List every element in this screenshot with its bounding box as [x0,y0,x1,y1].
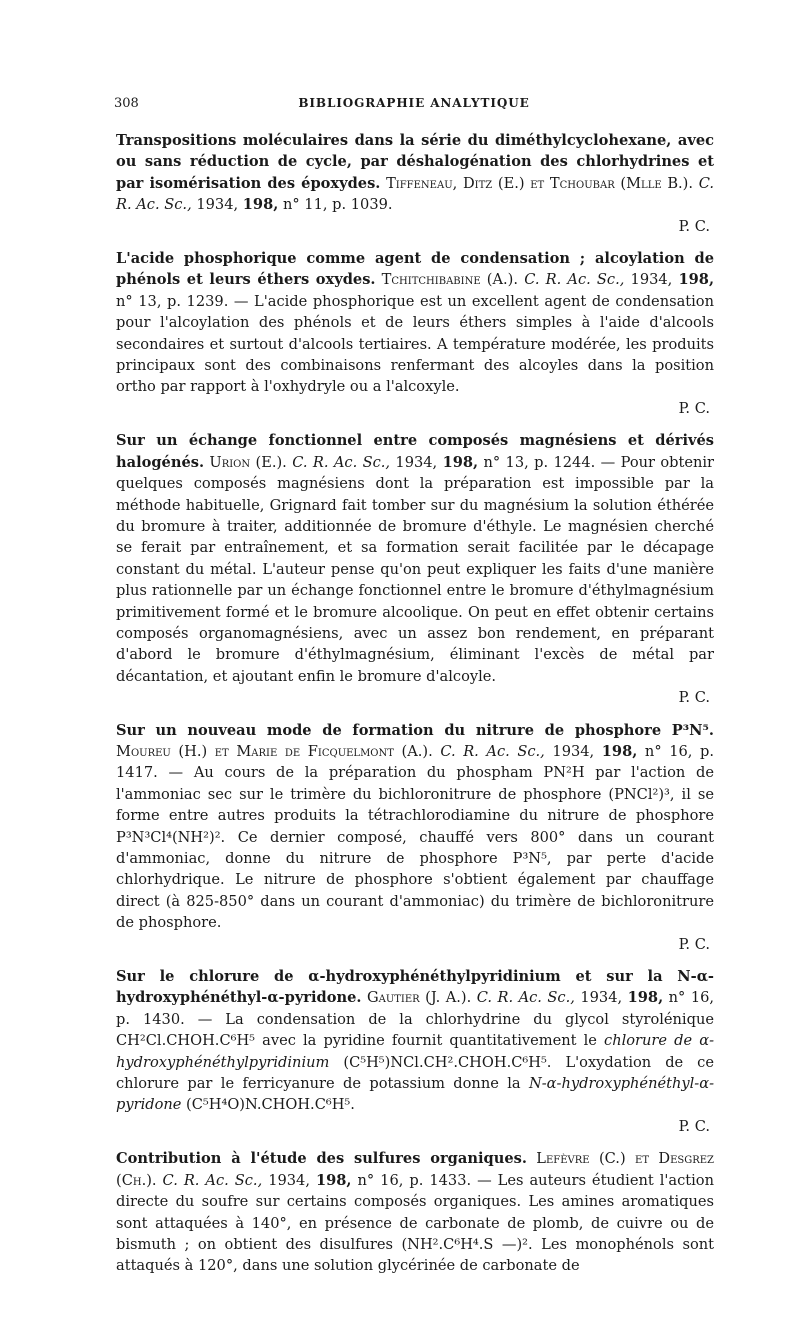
entry-authors: Urion (E.). [209,453,287,471]
entry-title: Sur un échange fonctionnel entre composés magnésiens et dérivés halogénés. [116,432,714,471]
entry-issue-pages: n° 16, p. 1433. [357,1171,472,1189]
entry-abstract: — La condensation de la chlorhydrine du glycol styrolénique CH²Cl.CHOH.C⁶H⁵ avec la pyridine fournit quantitativement le [116,1010,714,1050]
entry-issue-pages: n° 13, p. 1239. [116,292,229,310]
entry-signature: P. C. [678,935,710,953]
entry-issue-pages: n° 16, p. 1430. [116,989,715,1028]
entry-abstract: — Les auteurs étudient l'action directe du soufre sur certains composés organiques. Les amines aromatiques sont attaquées à 140°, en présence de carbonate de plomb, de cuivre ou de bismuth ; on obtient des disulfures (NH².C⁶H⁴.S —)². Les monophénols sont attaqués à 120°, dans une solution glycérinée de carbonate de [116,1171,714,1275]
entry-year: 1934, [630,271,673,289]
entry-signature: P. C. [678,399,710,417]
entry-abstract-italic: chlorure de α-hydroxyphénéthylpyridinium [116,1032,715,1071]
entry-journal: C. R. Ac. Sc., [116,174,714,214]
entry-issue-pages: n° 16, p. 1417. [116,742,714,782]
entry-volume: 198, [442,453,479,471]
entry-volume: 198, [601,742,638,760]
entry-journal: C. R. Ac. Sc., [292,453,391,471]
entry-signature: P. C. [678,217,710,235]
entry-year: 1934, [196,196,239,214]
entry-title: Transpositions moléculaires dans la série du diméthylcyclohexane, avec ou sans réduction de cycle, par déshalogénation des chlorhydrines et par isomérisation des époxydes. [116,132,714,192]
entry-authors: Gautier (J. A.). [366,989,472,1007]
bibliography-entry [116,130,714,237]
entry-abstract: — Pour obtenir quelques composés magnésiens dont la préparation est impossible par la méthode habituelle, Grignard fait tomber sur du magnésium la solution éthérée du bromure à traiter, additionnée de bromure d'éthyle. Le magnésien cherché se ferait par entraînement, et sa formation serait facilitée par le décapage constant du métal. L'auteur pense qu'on peut expliquer les faits d'une manière plus rationnelle par un échange fonctionnel entre le bromure d'éthylmagnésium primitivement formé et le bromure alcoolique. On peut en effet obtenir certains composés organomagnésiens, avec un assez bon rendement, en préparant d'abord le bromure d'éthylmagnésium, éliminant l'excès de métal par décantation, et ajoutant enfin le bromure d'alcoyle. [116,453,715,685]
entry-authors: Tiffeneau, Ditz (E.) et Tchoubar (Mlle B.). [386,174,694,192]
entry-journal: C. R. Ac. Sc., [476,989,575,1007]
entry-year: 1934, [552,742,595,760]
entry-year: 1934, [395,453,438,471]
entry-abstract-italic: N-α-hydroxyphénéthyl-α-pyridone [116,1075,715,1114]
entry-signature: P. C. [678,1117,710,1135]
entry-volume: 198, [678,271,715,289]
entry-authors: Lefèvre (C.) et Desgrez (Ch.). [116,1150,714,1189]
entry-journal: C. R. Ac. Sc., [162,1171,263,1189]
entry-volume: 198, [315,1171,352,1189]
bibliography-entry [116,430,714,708]
entry-authors: Moureu (H.) et Marie de Ficquelmont (A.). [116,742,433,760]
page-number: 308 [114,96,139,111]
entry-issue-pages: n° 11, p. 1039. [282,196,393,214]
entry-year: 1934, [580,989,623,1007]
entry-authors: Tchitchibabine (A.). [381,271,519,289]
entry-volume: 198, [627,989,664,1007]
bibliography-entry [116,248,714,419]
entry-volume: 198, [242,196,279,214]
entry-year: 1934, [268,1171,310,1189]
running-title: BIBLIOGRAPHIE ANALYTIQUE [298,96,530,110]
entry-abstract: (C⁵H⁴O)N.CHOH.C⁶H⁵. [186,1096,355,1114]
entry-title: L'acide phosphorique comme agent de condensation ; alcoylation de phénols et leurs éthers oxydes. [116,250,714,289]
bibliography-entry [116,720,714,955]
running-head [114,96,714,120]
bibliography-entry [116,966,714,1137]
bibliography-content [116,130,714,1288]
entry-title: Contribution à l'étude des sulfures organiques. [116,1150,527,1168]
entry-title: Sur un nouveau mode de formation du nitrure de phosphore P³N⁵. [116,721,714,739]
entry-journal: C. R. Ac. Sc., [524,271,625,289]
entry-abstract: (C⁵H⁵)NCl.CH².CHOH.C⁶H⁵. L'oxydation de ce chlorure par le ferricyanure de potassium donne la [116,1053,714,1093]
entry-signature: P. C. [678,689,710,707]
entry-journal: C. R. Ac. Sc., [440,742,545,760]
entry-title: Sur le chlorure de α-hydroxyphénéthylpyridinium et sur la N-α-hydroxyphénéthyl-α-pyridone. [116,968,714,1007]
bibliography-entry [116,1148,714,1276]
entry-issue-pages: n° 13, p. 1244. [483,453,596,471]
entry-abstract: — L'acide phosphorique est un excellent agent de condensation pour l'alcoylation des phénols et de leurs éthers simples à l'aide d'alcools secondaires et surtout d'alcools tertiaires. A température modérée, les produits principaux sont des combinaisons renfermant des alcoyles dans la position ortho par rapport à l'oxhydryle ou a l'alcoxyle. [116,292,714,396]
entry-abstract: — Au cours de la préparation du phospham PN²H par l'action de l'ammoniac sec sur le trimère du bichloronitrure de phosphore (PNCl²)³, il se forme entre autres produits la tétrachlorodiamine du nitrure de phosphore P³N³Cl⁴(NH²)². Ce dernier composé, chauffé vers 800° dans un courant d'ammoniac, donne du nitrure de phosphore P³N⁵, par perte d'acide chlorhydrique. Le nitrure de phosphore s'obtient également par chauffage direct (à 825-850° dans un courant d'ammoniac) du trimère de bichloronitrure de phosphore. [116,764,715,932]
